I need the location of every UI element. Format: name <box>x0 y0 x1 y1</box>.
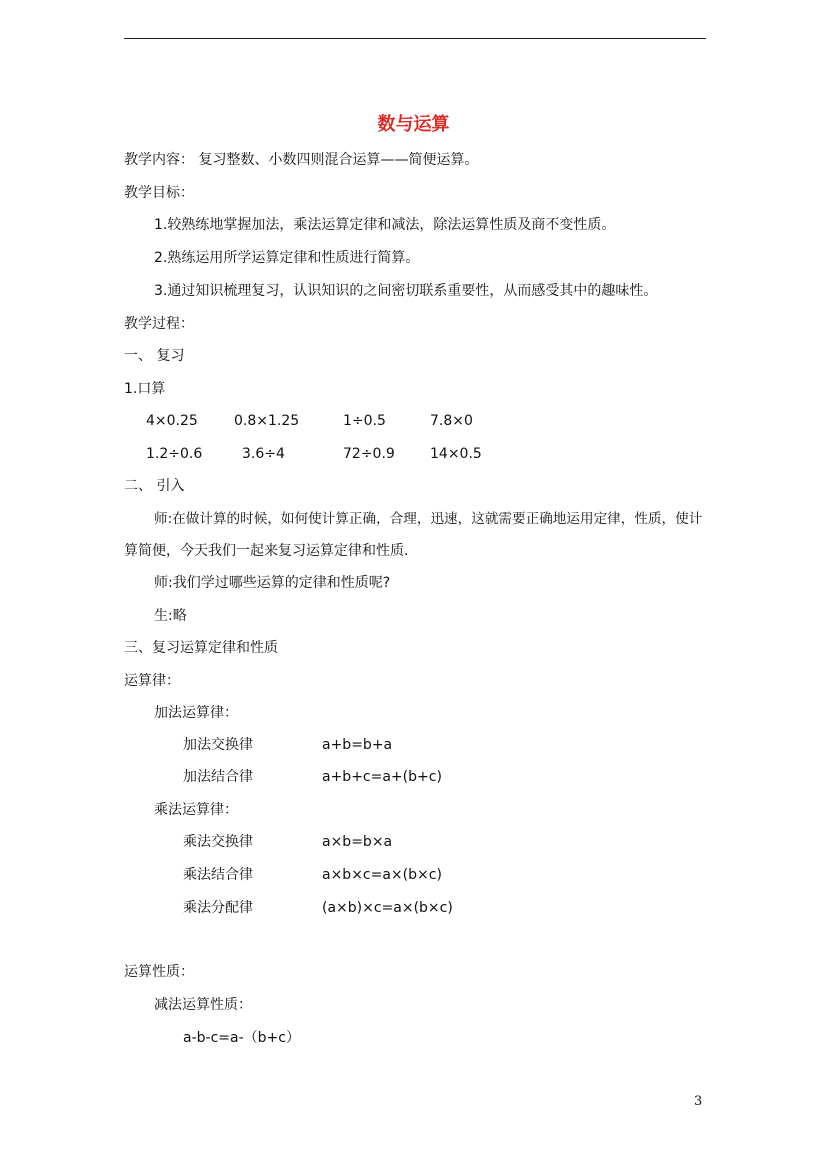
teacher-line-1-cont: 算简便，今天我们一起来复习运算定律和性质. <box>124 543 409 559</box>
header-rule <box>124 38 706 39</box>
addition-heading: 加法运算律： <box>154 705 238 721</box>
law-formula: a+b=b+a <box>322 737 393 753</box>
multiplication-heading: 乘法运算律： <box>154 802 238 818</box>
section-laws: 三、复习运算定律和性质 <box>124 640 278 656</box>
oral-item: 1.2÷0.6 <box>146 446 203 462</box>
properties-heading: 运算性质： <box>124 964 194 980</box>
law-name: 乘法分配律 <box>183 900 253 916</box>
law-name: 加法交换律 <box>183 737 253 753</box>
subtraction-heading: 减法运算性质： <box>154 997 252 1013</box>
oral-heading: 1.口算 <box>124 381 166 397</box>
law-formula: (a×b)×c=a×(b×c) <box>322 900 453 916</box>
oral-item: 3.6÷4 <box>242 446 285 462</box>
law-formula: a×b×c=a×(b×c) <box>322 867 442 883</box>
law-formula: a×b=b×a <box>322 834 393 850</box>
law-name: 乘法结合律 <box>183 867 253 883</box>
section-intro: 二、 引入 <box>124 478 185 494</box>
goal-heading: 教学目标： <box>124 185 194 201</box>
oral-item: 4×0.25 <box>146 413 198 429</box>
teacher-line-2: 师:我们学过哪些运算的定律和性质呢? <box>154 575 391 591</box>
teaching-content: 教学内容： 复习整数、小数四则混合运算——简便运算。 <box>124 152 479 168</box>
process-heading: 教学过程： <box>124 316 194 332</box>
page-number: 3 <box>694 1094 703 1109</box>
oral-item: 0.8×1.25 <box>234 413 300 429</box>
goal-item-2: 2.熟练运用所学运算定律和性质进行简算。 <box>154 250 420 266</box>
oral-item: 14×0.5 <box>430 446 482 462</box>
oral-item: 72÷0.9 <box>343 446 395 462</box>
page-title: 数与运算 <box>377 114 450 135</box>
teacher-line-1: 师:在做计算的时候，如何使计算正确，合理，迅速，这就需要正确地运用定律，性质，使计 <box>154 511 703 527</box>
law-formula: a+b+c=a+(b+c) <box>322 769 442 785</box>
goal-item-3: 3.通过知识梳理复习，认识知识的之间密切联系重要性，从而感受其中的趣味性。 <box>154 283 658 299</box>
student-line: 生:略 <box>154 608 187 624</box>
subtraction-formula: a-b-c=a-（b+c） <box>183 1030 300 1046</box>
law-name: 乘法交换律 <box>183 834 253 850</box>
laws-heading: 运算律： <box>124 673 180 689</box>
law-name: 加法结合律 <box>183 769 253 785</box>
section-review: 一、 复习 <box>124 348 185 364</box>
goal-item-1: 1.较熟练地掌握加法，乘法运算定律和减法，除法运算性质及商不变性质。 <box>154 217 616 233</box>
oral-item: 1÷0.5 <box>343 413 386 429</box>
oral-item: 7.8×0 <box>430 413 473 429</box>
